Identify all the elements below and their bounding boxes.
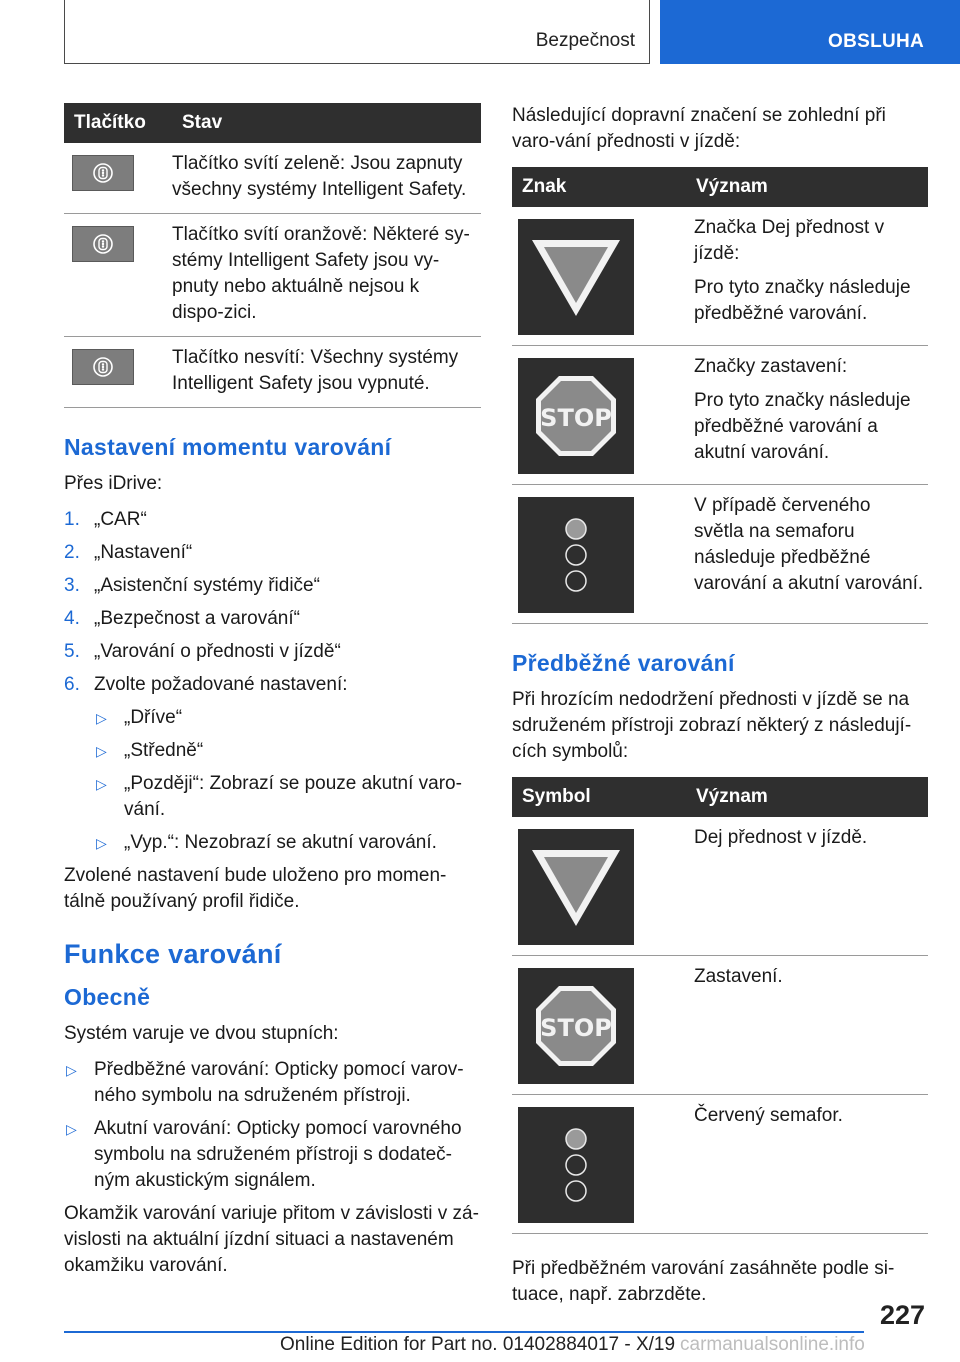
- svg-text:STOP: STOP: [540, 404, 612, 432]
- footer-edition: Online Edition for Part no. 01402884017 - X/19: [280, 1334, 676, 1355]
- meaning-text: V případě červeného světla na semaforu následuje předběžné varování a akutní varování.: [694, 495, 924, 594]
- section-intro: Přes iDrive:: [64, 473, 163, 494]
- state-text: Tlačítko svítí oranžově: Některé sy‐stémy Intelligent Safety jsou vy‐pnuty nebo aktuálně nejsou k dispo‐zici.: [172, 214, 481, 337]
- meaning-text: Červený semafor.: [686, 1095, 928, 1234]
- left-column: [64, 103, 481, 1289]
- signs-intro: Následující dopravní značení se zohlední při varo‐vání přednosti v jízdě:: [512, 105, 886, 152]
- col-header-state: Stav: [172, 103, 481, 143]
- stop-sign-icon: [518, 358, 634, 474]
- pre-warning-text: Při hrozícím nedodržení přednosti v jízdě se na sdruženém přístroji zobrazí některý z následují‐cích symbolů:: [512, 689, 912, 762]
- step-number: 1.: [64, 509, 80, 530]
- option-text: „Dříve“: [124, 707, 183, 728]
- table-row: [64, 337, 481, 408]
- step-number: 5.: [64, 641, 80, 662]
- buttons-table: [64, 103, 481, 408]
- traffic-light-icon: [518, 1107, 634, 1223]
- bullet-text: Akutní varování: Opticky pomocí varovného symbolu na sdruženém přístroji s dodateč‐ným akustickým signálem.: [94, 1118, 462, 1191]
- col-header-sign: Znak: [512, 167, 686, 207]
- list-item: [64, 705, 481, 731]
- table-row: [64, 143, 481, 214]
- step-text: Zvolte požadované nastavení:: [94, 674, 348, 695]
- symbols-table: [512, 777, 928, 1234]
- traffic-light-icon: [518, 497, 634, 613]
- list-item: [64, 738, 481, 764]
- page-number: 227: [880, 1300, 926, 1330]
- table-header-row: [512, 777, 928, 817]
- triangle-bullet-icon: ▷: [96, 743, 107, 759]
- header-chapter-tab[interactable]: [660, 0, 960, 64]
- list-item: [64, 507, 481, 533]
- table-row: [512, 485, 928, 624]
- svg-text:STOP: STOP: [540, 1014, 612, 1042]
- section-title-function: Funkce varování: [64, 939, 282, 969]
- step-number: 4.: [64, 608, 80, 629]
- triangle-bullet-icon: ▷: [96, 776, 107, 792]
- option-text: „Později“: Zobrazí se pouze akutní varo‐vání.: [124, 773, 462, 820]
- list-item: [64, 672, 481, 698]
- intelligent-safety-button-icon: [72, 155, 134, 191]
- subsection-title-general: Obecně: [64, 984, 151, 1010]
- meaning-text: Dej přednost v jízdě.: [686, 817, 928, 956]
- footer-divider: [64, 1331, 864, 1333]
- settings-note: Zvolené nastavení bude uloženo pro momen‐tálně používaný profil řidiče.: [64, 865, 447, 912]
- triangle-bullet-icon: ▷: [66, 1121, 77, 1137]
- col-header-meaning: Význam: [686, 167, 928, 207]
- triangle-bullet-icon: ▷: [66, 1062, 77, 1078]
- table-row: [512, 207, 928, 346]
- col-header-button: Tlačítko: [64, 103, 172, 143]
- meaning-text: Značky zastavení:: [694, 356, 848, 377]
- state-text: Tlačítko svítí zeleně: Jsou zapnuty všechny systémy Intelligent Safety.: [172, 143, 481, 214]
- step-text: „Asistenční systémy řidiče“: [94, 575, 320, 596]
- list-item: [64, 1116, 481, 1194]
- timing-note: Okamžik varování variuje přitom v závislosti v zá‐vislosti na aktuální jízdní situaci a nastaveném okamžiku varování.: [64, 1203, 479, 1276]
- meaning-text: Zastavení.: [686, 956, 928, 1095]
- warning-levels-list: [64, 1057, 481, 1194]
- meaning-text: Pro tyto značky následuje předběžné varování.: [694, 277, 911, 324]
- col-header-symbol: Symbol: [512, 777, 686, 817]
- steps-list: [64, 507, 481, 698]
- header-section-box: [64, 0, 650, 64]
- signs-table: [512, 167, 928, 624]
- table-row: [512, 1095, 928, 1234]
- option-text: „Vyp.“: Nezobrazí se akutní varování.: [124, 832, 437, 853]
- yield-sign-icon: [518, 219, 634, 335]
- intelligent-safety-button-icon: [72, 349, 134, 385]
- list-item: [64, 540, 481, 566]
- closing-text: Při předběžném varování zasáhněte podle si‐tuace, např. zabrzděte.: [512, 1258, 895, 1305]
- list-item: [64, 1057, 481, 1109]
- section-title-pre-warning: Předběžné varování: [512, 650, 735, 676]
- header-chapter-label: OBSLUHA: [828, 31, 925, 52]
- table-header-row: [64, 103, 481, 143]
- step-number: 3.: [64, 575, 80, 596]
- step-text: „Varování o přednosti v jízdě“: [94, 641, 341, 662]
- yield-sign-icon: [518, 829, 634, 945]
- list-item: [64, 639, 481, 665]
- option-text: „Středně“: [124, 740, 204, 761]
- table-header-row: [512, 167, 928, 207]
- options-list: [64, 705, 481, 856]
- meaning-text: Značka Dej přednost v jízdě:: [694, 217, 885, 264]
- triangle-bullet-icon: ▷: [96, 835, 107, 851]
- step-number: 2.: [64, 542, 80, 563]
- step-text: „CAR“: [94, 509, 147, 530]
- step-text: „Nastavení“: [94, 542, 193, 563]
- table-row: [512, 956, 928, 1095]
- header-section-title: Bezpečnost: [535, 30, 635, 51]
- right-column: [512, 103, 928, 1318]
- intelligent-safety-button-icon: [72, 226, 134, 262]
- bullet-text: Předběžné varování: Opticky pomocí varov‐ného symbolu na sdruženém přístroji.: [94, 1059, 464, 1106]
- table-row: [64, 214, 481, 337]
- step-number: 6.: [64, 674, 80, 695]
- meaning-text: Pro tyto značky následuje předběžné varování a akutní varování.: [694, 390, 911, 463]
- table-row: [512, 346, 928, 485]
- triangle-bullet-icon: ▷: [96, 710, 107, 726]
- list-item: [64, 830, 481, 856]
- section-intro: Systém varuje ve dvou stupních:: [64, 1023, 339, 1044]
- step-text: „Bezpečnost a varování“: [94, 608, 300, 629]
- stop-sign-icon: [518, 968, 634, 1084]
- footer-watermark[interactable]: carmanualsonline.info: [680, 1334, 865, 1355]
- col-header-meaning: Význam: [686, 777, 928, 817]
- section-title-timing: Nastavení momentu varování: [64, 434, 392, 460]
- table-row: [512, 817, 928, 956]
- list-item: [64, 771, 481, 823]
- list-item: [64, 573, 481, 599]
- state-text: Tlačítko nesvítí: Všechny systémy Intelligent Safety jsou vypnuté.: [172, 337, 481, 408]
- list-item: [64, 606, 481, 632]
